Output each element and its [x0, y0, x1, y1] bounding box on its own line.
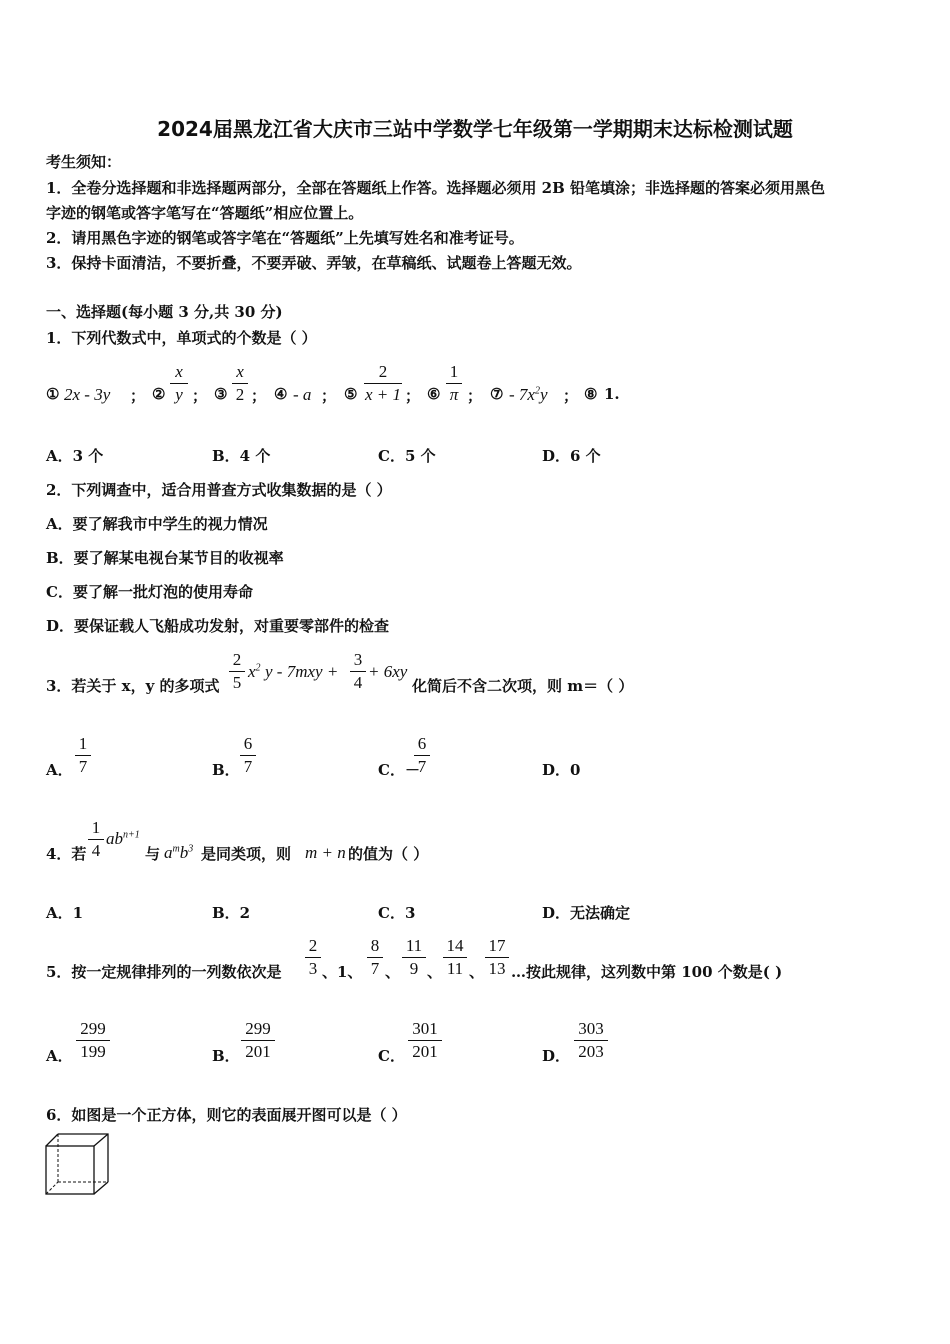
question-4-stem-pre: 4．若	[46, 845, 87, 863]
q5-seq-term-4: 11 9	[402, 936, 426, 979]
q5-option-a-value: 299 199	[76, 1019, 110, 1062]
q3-option-a-label: A．	[46, 761, 73, 779]
q1-item-3-marker: ③	[214, 385, 228, 403]
q4-expr-2: $a^mb^3$	[164, 843, 194, 862]
q3-expr-1: $x^2$	[248, 662, 261, 681]
q3-option-b-label: B．	[212, 761, 240, 779]
q4-option-a: A．1	[46, 904, 84, 922]
q4-option-c: C．3	[378, 904, 416, 922]
cube-edge-top-left	[46, 1134, 58, 1146]
cube-hidden-edge-diagonal	[46, 1182, 58, 1194]
q5-separator-2: 、	[385, 963, 401, 981]
question-1-stem: 1．下列代数式中，单项式的个数是（ ）	[46, 329, 317, 347]
question-3-stem-post: 化简后不含二次项，则 m＝（ ）	[412, 677, 634, 695]
q3-expr-3: + 6xy	[368, 662, 408, 681]
cube-edge-top-right	[94, 1134, 108, 1146]
q1-fraction-2: x y	[170, 362, 188, 405]
q3-option-c-label: C．－	[378, 761, 420, 779]
question-4-stem-post: 的值为（ ）	[348, 845, 429, 863]
q1-fraction-3: x 2	[232, 362, 248, 405]
q1-item-1-marker: ①	[46, 385, 60, 403]
q1-expr-7: - $7x^2y$	[509, 385, 548, 404]
page-title: 2024届黑龙江省大庆市三站中学数学七年级第一学期期末达标检测试题	[157, 117, 793, 141]
q3-option-c-value: 6 7	[414, 734, 430, 777]
q1-option-b: B．4 个	[212, 447, 271, 465]
q1-item-2-marker: ②	[152, 385, 166, 403]
notice-line-2: 2．请用黑色字迹的钢笔或答字笔在“答题纸”上先填写姓名和准考证号。	[46, 229, 524, 247]
q5-separator-4: 、	[469, 963, 485, 981]
q3-fraction-3-4: 3 4	[350, 650, 366, 693]
q3-option-d: D．0	[542, 761, 581, 779]
q1-item-5-marker: ⑤	[344, 385, 358, 403]
q1-expr-8: 1.	[604, 385, 620, 403]
q3-option-a-value: 1 7	[75, 734, 91, 777]
q1-fraction-5: 2 x + 1	[364, 362, 402, 404]
question-2-stem: 2．下列调查中，适合用普查方式收集数据的是（ ）	[46, 481, 392, 499]
q4-expr-3: m + n	[305, 843, 346, 862]
question-5-stem-post: …按此规律，这列数中第 100 个数是( )	[511, 963, 783, 981]
question-5-stem-pre: 5．按一定规律排列的一列数依次是	[46, 963, 282, 981]
q1-option-c: C．5 个	[378, 447, 436, 465]
q5-separator-1: 、1、	[322, 963, 363, 981]
notice-heading: 考生须知：	[46, 153, 122, 171]
q1-item-4-marker: ④	[274, 385, 288, 403]
q1-sep-5: ；	[405, 387, 421, 405]
q2-option-a: A．要了解我市中学生的视力情况	[46, 515, 268, 533]
q5-option-a-label: A．	[46, 1047, 73, 1065]
q4-option-b: B．2	[212, 904, 251, 922]
q3-fraction-2-5: 2 5	[229, 650, 245, 693]
q5-seq-term-5: 14 11	[443, 936, 467, 979]
q2-option-b: B．要了解某电视台某节目的收视率	[46, 549, 284, 567]
q2-option-c: C．要了解一批灯泡的使用寿命	[46, 583, 253, 601]
question-6-stem: 6．如图是一个正方体，则它的表面展开图可以是（ ）	[46, 1106, 407, 1124]
q1-sep-1: ；	[130, 387, 146, 405]
q1-item-7-marker: ⑦	[490, 385, 504, 403]
q1-option-d: D．6 个	[542, 447, 601, 465]
q5-option-d-value: 303 203	[574, 1019, 608, 1062]
q1-expr-1: 2x - 3y	[64, 385, 111, 404]
q4-fraction-1-4: 1 4	[88, 818, 104, 861]
q1-sep-7: ；	[563, 387, 579, 405]
q1-sep-3: ；	[251, 387, 267, 405]
section-heading: 一、选择题(每小题 3 分,共 30 分)	[46, 303, 283, 321]
q1-option-a: A．3 个	[46, 447, 104, 465]
q4-option-d: D．无法确定	[542, 904, 631, 922]
notice-line-1a: 1．全卷分选择题和非选择题两部分，全部在答题纸上作答。选择题必须用 2B 铅笔填涂；非选择题的答案必须用黑色	[46, 179, 826, 197]
q5-option-b-label: B．	[212, 1047, 240, 1065]
q1-item-8-marker: ⑧	[584, 385, 598, 403]
q1-fraction-6: 1 π	[446, 362, 462, 405]
q5-seq-term-6: 17 13	[485, 936, 509, 979]
q2-option-d: D．要保证载人飞船成功发射，对重要零部件的检查	[46, 617, 390, 635]
q5-option-c-value: 301 201	[408, 1019, 442, 1062]
q5-separator-3: 、	[427, 963, 443, 981]
q5-option-b-value: 299 201	[241, 1019, 275, 1062]
cube-figure	[44, 1132, 114, 1198]
q5-option-c-label: C．	[378, 1047, 405, 1065]
q1-item-6-marker: ⑥	[427, 385, 441, 403]
notice-line-3: 3．保持卡面清洁，不要折叠，不要弄破、弄皱，在草稿纸、试题卷上答题无效。	[46, 254, 582, 272]
q5-option-d-label: D．	[542, 1047, 571, 1065]
q4-mid-text-2: 是同类项，则	[201, 845, 292, 863]
q1-sep-4: ；	[321, 387, 337, 405]
notice-line-1b: 字迹的钢笔或答字笔写在“答题纸”相应位置上。	[46, 204, 364, 222]
q4-mid-text: 与	[145, 845, 161, 863]
q3-expr-2: y - 7mxy +	[265, 662, 339, 681]
q1-sep-2: ；	[192, 387, 208, 405]
q1-expr-4: - a	[293, 385, 312, 404]
q3-option-b-value: 6 7	[240, 734, 256, 777]
q5-seq-term-3: 8 7	[367, 936, 383, 979]
q1-sep-6: ；	[467, 387, 483, 405]
q5-seq-term-1: 2 3	[305, 936, 321, 979]
q4-expr-1: $ab^{n+1}$	[106, 829, 140, 848]
cube-edge-bottom-right	[94, 1182, 108, 1194]
question-3-stem-pre: 3．若关于 x，y 的多项式	[46, 677, 220, 695]
